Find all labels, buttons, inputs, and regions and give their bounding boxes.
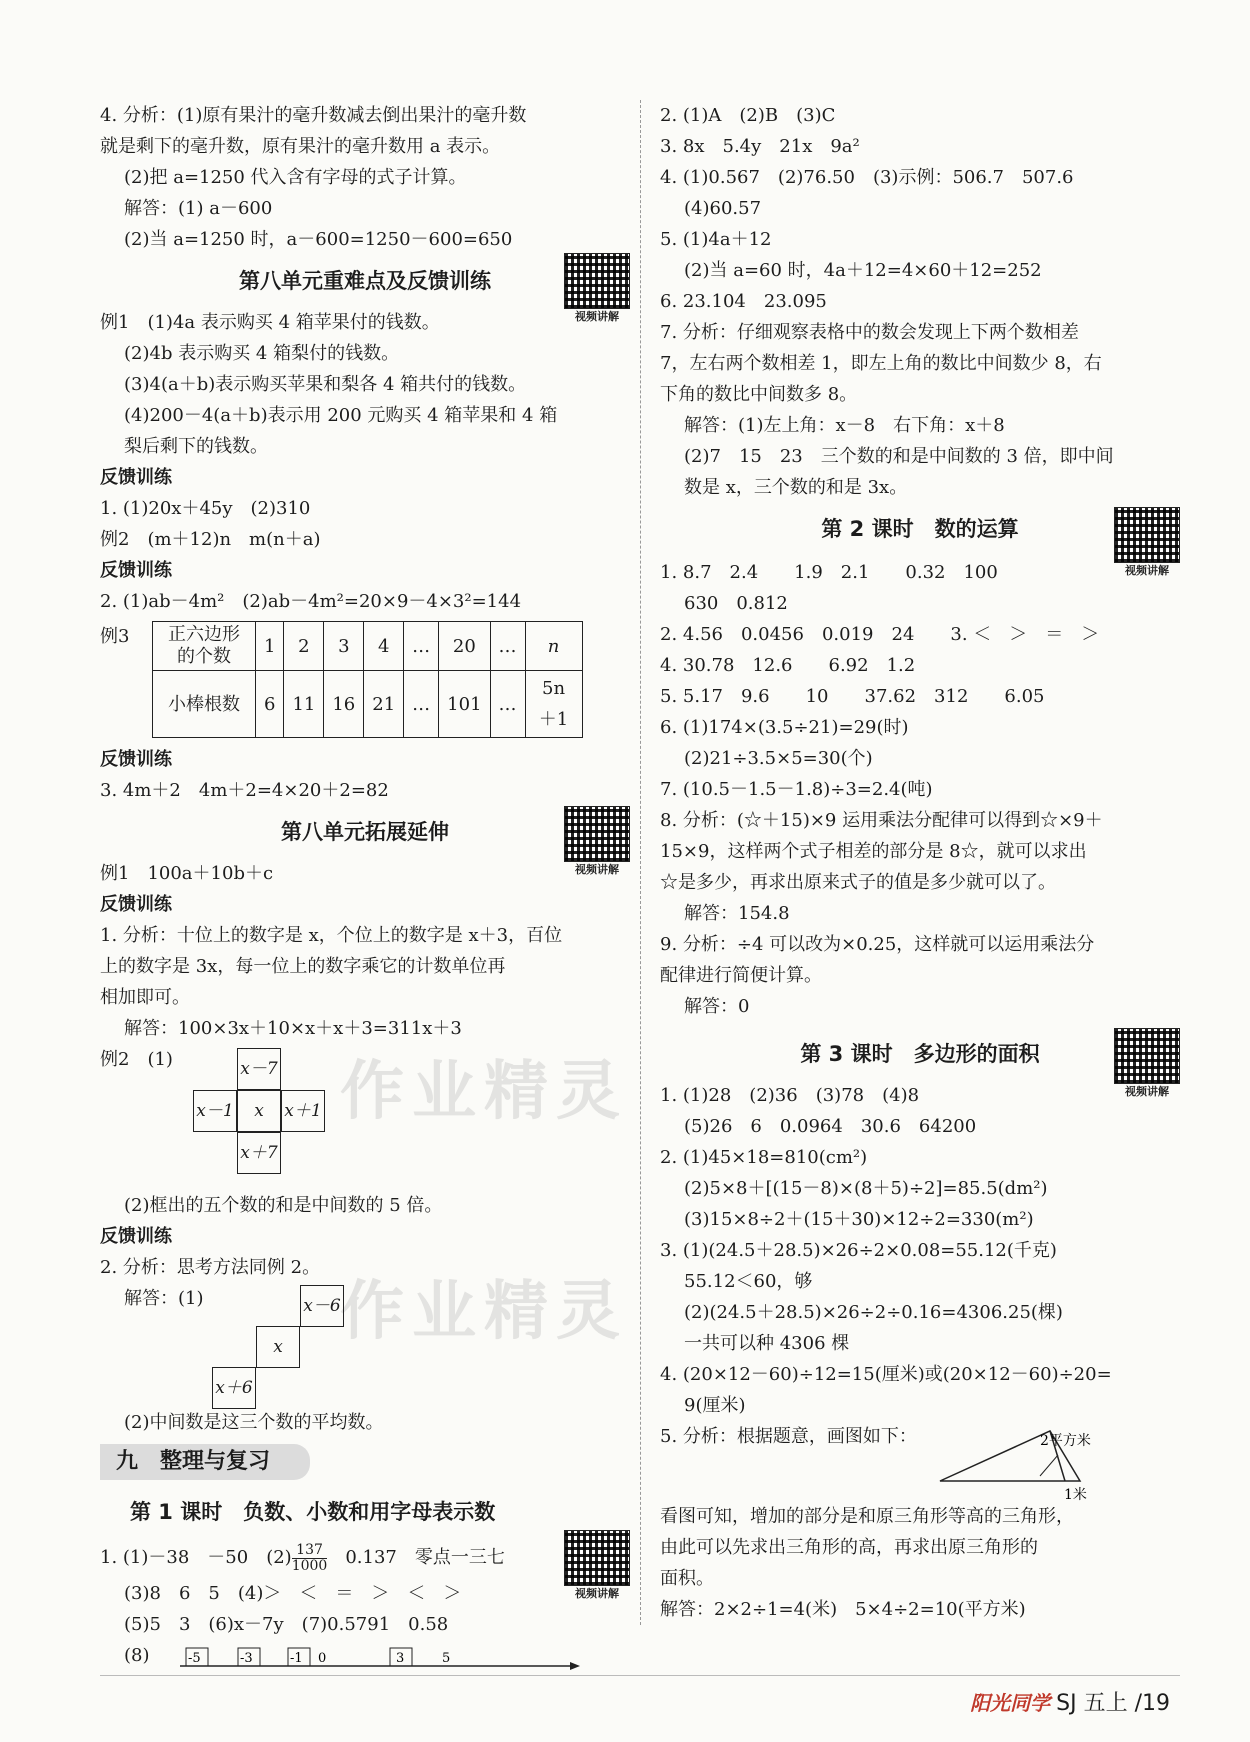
table-cell: 正六边形的个数 (153, 622, 256, 671)
qr-code-image (564, 1530, 630, 1586)
c2: 2. (1)45×18=810(cm²) (660, 1147, 868, 1168)
a4: 4. (1)0.567 (2)76.50 (3)示例：506.7 507.6 (660, 167, 1074, 188)
number-line-label-value: 5 (442, 1651, 451, 1666)
a7: 7. 分析：仔细观察表格中的数会发现上下两个数相差 (660, 322, 1079, 343)
page-number: SJ 五上 /19 (1056, 1691, 1170, 1716)
b9b: 配律进行简便计算。 (660, 965, 822, 986)
feedback-1-answer: 1. (1)20x＋45y (2)310 (100, 498, 311, 519)
qr-code-5[interactable] (1114, 1028, 1180, 1098)
qr-code-image (564, 806, 630, 862)
ext-feedback-heading-2: 反馈训练 (100, 1226, 172, 1247)
table-cell: 21 (364, 671, 404, 738)
ext-line10: 2. 分析：思考方法同例 2。 (100, 1257, 321, 1278)
brand-logo: 阳光同学 (970, 1691, 1051, 1715)
number-line-label-value: 3 (396, 1651, 405, 1666)
b2: 2. 4.56 0.0456 0.019 24 3. ＜ ＞ ＝ ＞ (660, 624, 1100, 645)
cross-cell-right: x＋1 (281, 1090, 325, 1132)
a7c: 下角的数比中间数多 8。 (660, 384, 858, 405)
footer (970, 1686, 1170, 1717)
fraction-denominator: 1000 (291, 1557, 328, 1574)
a2: 2. (1)A (2)B (3)C (660, 105, 836, 126)
section-title-unit8-text: 第八单元重难点及反馈训练 (239, 269, 491, 293)
ext-feedback-heading: 反馈训练 (100, 894, 172, 915)
table-cell: … (404, 622, 439, 671)
b9: 9. 分析：÷4 可以改为×0.25，这样就可以运用乘法分 (660, 934, 1095, 955)
ext-line12: (2)中间数是这三个数的平均数。 (124, 1412, 384, 1433)
lesson3-title-text: 第 3 课时 多边形的面积 (800, 1042, 1040, 1066)
qr-code-image (1114, 1028, 1180, 1084)
c3d: 一共可以种 4306 棵 (684, 1333, 850, 1354)
c1b: (5)26 6 0.0964 30.6 64200 (684, 1116, 977, 1137)
c5e: 解答：2×2÷1=4(米) 5×4÷2=10(平方米) (660, 1599, 1026, 1620)
table-cell: 16 (324, 671, 364, 738)
b1b: 630 0.812 (684, 593, 788, 614)
watermark-1: 作业精灵 (340, 1055, 628, 1129)
left-column (100, 100, 630, 1680)
fraction (292, 1543, 328, 1574)
ex1-line1: 例1 (1)4a 表示购买 4 箱苹果付的钱数。 (100, 312, 440, 333)
ex2-line: 例2 (m＋12)n m(n＋a) (100, 529, 321, 550)
number-line-block (100, 1640, 630, 1680)
ext-line3: 1. 分析：十位上的数字是 x，个位上的数字是 x＋3，百位 (100, 925, 563, 946)
number-line-arrow (570, 1662, 580, 1670)
c3c: (2)(24.5＋28.5)×26÷2÷0.16=4306.25(棵) (684, 1302, 1063, 1323)
watermark-2: 作业精灵 (340, 1275, 628, 1349)
b4: 4. 30.78 12.6 6.92 1.2 (660, 655, 916, 676)
unit9-heading: 九 整理与复习 (100, 1444, 310, 1480)
a7f: 数是 x，三个数的和是 3x。 (684, 477, 908, 498)
ext-line6: 解答：100×3x＋10×x＋x＋3=311x＋3 (124, 1018, 462, 1039)
triangle-area-label: 2平方米 (1040, 1433, 1091, 1449)
ext-line8: (2)框出的五个数的和是中间数的 5 倍。 (124, 1195, 443, 1216)
qr-caption: 视频讲解 (575, 1587, 619, 1600)
rev-line1 (100, 1538, 630, 1578)
feedback-3-answer: 3. 4m＋2 4m＋2=4×20＋2=82 (100, 780, 389, 801)
b8c: ☆是多少，再求出原来式子的值是多少就可以了。 (660, 872, 1056, 893)
stairs-figure-block (100, 1283, 630, 1407)
qr-code-3[interactable] (564, 1530, 630, 1600)
ext-line5: 相加即可。 (100, 987, 190, 1008)
table-cell: 4 (364, 622, 404, 671)
triangle-diagram (930, 1421, 1110, 1501)
qr-caption: 视频讲解 (575, 863, 619, 876)
a7d: 解答：(1)左上角：x－8 右下角：x＋8 (684, 415, 1005, 436)
ex1-line4: (4)200－4(a＋b)表示用 200 元购买 4 箱苹果和 4 箱 (124, 405, 558, 426)
rev-line3: (5)5 3 (6)x－7y (7)0.5791 0.58 (124, 1614, 449, 1635)
number-line-label: (8) (124, 1645, 150, 1666)
qr-code-1[interactable] (564, 253, 630, 323)
lesson1-title-text: 第 1 课时 负数、小数和用字母表示数 (130, 1500, 496, 1524)
qr-caption: 视频讲解 (575, 310, 619, 323)
c5b: 看图可知，增加的部分是和原三角形等高的三角形， (660, 1506, 1074, 1527)
ex3-block (100, 621, 630, 738)
triangle-block (660, 1421, 1180, 1501)
b6b: (2)21÷3.5×5=30(个) (684, 748, 873, 769)
a4b: (4)60.57 (684, 198, 762, 219)
b7: 7. (10.5－1.5－1.8)÷3=2.4(吨) (660, 779, 933, 800)
a7b: 7，左右两个数相差 1，即左上角的数比中间数少 8，右 (660, 353, 1102, 374)
number-line-label-value: -1 (290, 1651, 303, 1666)
b9c: 解答：0 (684, 996, 750, 1017)
c5c: 由此可以先求出三角形的高，再求出原三角形的 (660, 1537, 1038, 1558)
column-divider (640, 100, 641, 1625)
table-cell: 2 (284, 622, 324, 671)
ex1-line2: (2)4b 表示购买 4 箱梨付的钱数。 (124, 343, 400, 364)
b8b: 15×9，这样两个式子相差的部分是 8☆，就可以求出 (660, 841, 1087, 862)
table-cell: n (525, 622, 582, 671)
feedback-heading-3: 反馈训练 (100, 749, 172, 770)
table-row (153, 622, 583, 671)
c2b: (2)5×8＋[(15－8)×(8＋5)÷2]=85.5(dm²) (684, 1178, 1048, 1199)
table-cell: 3 (324, 622, 364, 671)
table-cell: 6 (256, 671, 284, 738)
table-row (153, 671, 583, 738)
table-cell: … (490, 622, 525, 671)
table-cell: 20 (439, 622, 490, 671)
cross-cell-left: x－1 (193, 1090, 237, 1132)
c4b: 9(厘米) (684, 1395, 746, 1416)
lesson2-title-text: 第 2 课时 数的运算 (821, 517, 1019, 541)
feedback-2-answer: 2. (1)ab－4m² (2)ab－4m²=20×9－4×3²=144 (100, 591, 522, 612)
a5: 5. (1)4a＋12 (660, 229, 772, 250)
number-line-label-value: 0 (318, 1651, 327, 1666)
stairs-cell-top: x－6 (300, 1285, 344, 1327)
table-cell: 101 (439, 671, 490, 738)
triangle-pointer (1040, 1455, 1058, 1476)
c3: 3. (1)(24.5＋28.5)×26÷2×0.08=55.12(千克) (660, 1240, 1057, 1261)
b8d: 解答：154.8 (684, 903, 790, 924)
a3: 3. 8x 5.4y 21x 9a² (660, 136, 860, 157)
ex1-line5: 梨后剩下的钱数。 (124, 436, 268, 457)
qr-code-2[interactable] (564, 806, 630, 876)
rev-line1-a: 1. (1)－38 －50 (2) (100, 1547, 292, 1568)
a7e: (2)7 15 23 三个数的和是中间数的 3 倍，即中间 (684, 446, 1114, 467)
b1: 1. 8.7 2.4 1.9 2.1 0.32 100 (660, 562, 998, 583)
ex2-label: 例2 (1) (100, 1049, 173, 1070)
table-cell: … (404, 671, 439, 738)
b5: 5. 5.17 9.6 10 37.62 312 6.05 (660, 686, 1045, 707)
table-cell: 1 (256, 622, 284, 671)
a6: 6. 23.104 23.095 (660, 291, 827, 312)
qr-caption: 视频讲解 (1125, 1085, 1169, 1098)
number-line-label-value: -5 (188, 1651, 201, 1666)
ex1-line3: (3)4(a＋b)表示购买苹果和梨各 4 箱共付的钱数。 (124, 374, 527, 395)
c2c: (3)15×8÷2＋(15＋30)×12÷2=330(m²) (684, 1209, 1034, 1230)
qr-code-4[interactable] (1114, 507, 1180, 577)
stairs-answer-label: 解答：(1) (124, 1288, 204, 1309)
stairs-cell-bottom: x＋6 (212, 1367, 256, 1409)
c4: 4. (20×12－60)÷12=15(厘米)或(20×12－60)÷20= (660, 1364, 1112, 1385)
c1: 1. (1)28 (2)36 (3)78 (4)8 (660, 1085, 920, 1106)
section-title-extension-text: 第八单元拓展延伸 (281, 820, 449, 844)
right-column (660, 100, 1180, 1625)
table-cell: 11 (284, 671, 324, 738)
number-line (170, 1640, 590, 1680)
q4-line3: (2)把 a=1250 代入含有字母的式子计算。 (124, 167, 467, 188)
a5b: (2)当 a=60 时，4a＋12=4×60＋12=252 (684, 260, 1042, 281)
q4-line5: (2)当 a=1250 时，a－600=1250－600=650 (124, 229, 513, 250)
feedback-heading-1: 反馈训练 (100, 467, 172, 488)
rev-line1-b: 0.137 零点一三七 (327, 1547, 505, 1568)
rev-line2: (3)8 6 5 (4)＞ ＜ ＝ ＞ ＜ ＞ (124, 1583, 462, 1604)
qr-code-image (564, 253, 630, 309)
ext-line1: 例1 100a＋10b＋c (100, 863, 274, 884)
feedback-heading-2: 反馈训练 (100, 560, 172, 581)
q4-line1: 4. 分析：(1)原有果汁的毫升数减去倒出果汁的毫升数 (100, 105, 527, 126)
number-line-label-value: -3 (240, 1651, 253, 1666)
cross-cell-center: x (237, 1090, 281, 1132)
b6: 6. (1)174×(3.5÷21)=29(时) (660, 717, 909, 738)
b8: 8. 分析：(☆＋15)×9 运用乘法分配律可以得到☆×9＋ (660, 810, 1103, 831)
q4-line2: 就是剩下的毫升数，原有果汁的毫升数用 a 表示。 (100, 136, 501, 157)
ex3-table (152, 621, 583, 738)
table-cell: 5n＋1 (525, 671, 582, 738)
ext-line4: 上的数字是 3x，每一位上的数字乘它的计数单位再 (100, 956, 506, 977)
table-cell: 小棒根数 (153, 671, 256, 738)
cross-figure-block (100, 1044, 630, 1190)
qr-code-image (1114, 507, 1180, 563)
footer-rule (100, 1675, 1180, 1676)
cross-cell-bottom: x＋7 (237, 1132, 281, 1174)
stairs-cell-middle: x (256, 1326, 300, 1368)
fraction-numerator: 137 (292, 1543, 328, 1559)
triangle-base-label: 1米 (1064, 1487, 1087, 1501)
ex3-label: 例3 (100, 626, 130, 647)
c3b: 55.12＜60，够 (684, 1271, 813, 1292)
c5: 5. 分析：根据题意，画图如下： (660, 1426, 917, 1447)
table-cell: … (490, 671, 525, 738)
cross-cell-top: x－7 (237, 1048, 281, 1090)
qr-caption: 视频讲解 (1125, 564, 1169, 577)
q4-line4: 解答：(1) a－600 (124, 198, 273, 219)
c5d: 面积。 (660, 1568, 714, 1589)
